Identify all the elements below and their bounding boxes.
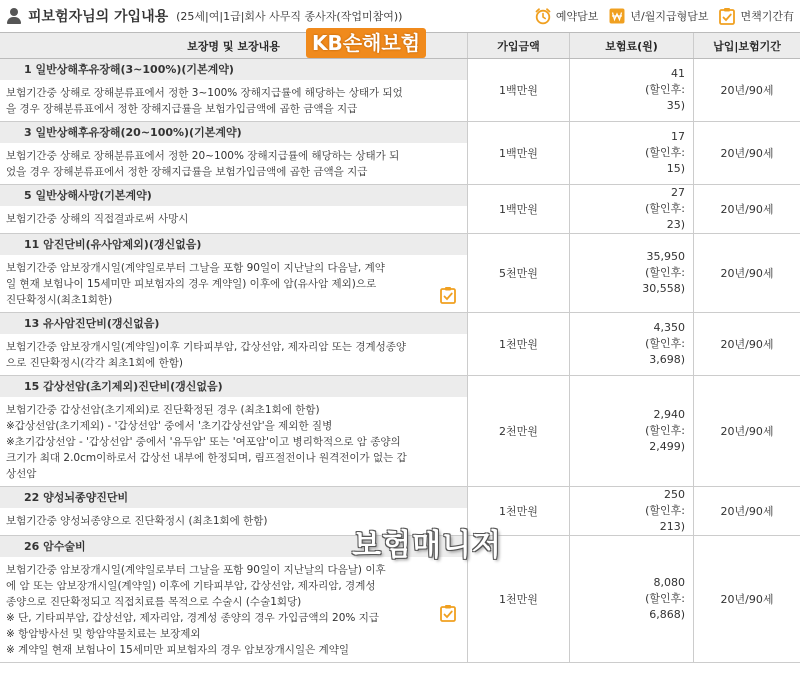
premium-line: (할인후: bbox=[645, 592, 685, 605]
coverage-description bbox=[0, 206, 467, 231]
coverage-cell bbox=[0, 376, 468, 486]
coverage-name: 26 암수술비 bbox=[0, 536, 467, 557]
table-row bbox=[0, 59, 800, 122]
coverage-description bbox=[0, 557, 467, 662]
insured-amount: 1백만원 bbox=[468, 185, 570, 233]
checklist-icon bbox=[718, 7, 736, 25]
premium bbox=[570, 376, 694, 486]
coverage-description bbox=[0, 143, 467, 184]
table-row bbox=[0, 122, 800, 185]
premium-line: 2,499) bbox=[649, 440, 685, 453]
premium-line: 3,698) bbox=[649, 353, 685, 366]
col-header-period: 납입|보험기간 bbox=[713, 39, 781, 53]
premium bbox=[570, 313, 694, 375]
checklist-icon bbox=[439, 604, 457, 622]
premium-line: 15) bbox=[666, 162, 685, 175]
coverage-description bbox=[0, 334, 467, 375]
payment-period: 20년/90세 bbox=[720, 267, 774, 280]
premium-line: (할인후: bbox=[645, 337, 685, 350]
coverage-cell bbox=[0, 234, 468, 312]
premium-line: 213) bbox=[659, 520, 685, 533]
premium-line: 250 bbox=[664, 488, 685, 501]
coverage-name: 22 양성뇌종양진단비 bbox=[0, 487, 467, 508]
description-line: 일 현재 보험나이 15세미만 피보험자의 경우 계약일) 이후에 암(유사암 제외)으로 bbox=[6, 278, 377, 290]
coverage-description bbox=[0, 397, 467, 486]
legend-item-annuity bbox=[608, 7, 708, 25]
table-row bbox=[0, 185, 800, 234]
premium-line: (할인후: bbox=[645, 504, 685, 517]
premium-line: 4,350 bbox=[653, 321, 685, 334]
premium bbox=[570, 487, 694, 535]
coverage-cell bbox=[0, 185, 468, 233]
description-line: ※초기갑상선암 - '갑상선암' 중에서 '유두암' 또는 '여포암'이고 병리학적으로 암 종양의 bbox=[6, 436, 401, 448]
legend-label: 면책기간有 bbox=[740, 10, 794, 23]
payment-period: 20년/90세 bbox=[720, 84, 774, 97]
page-title: 피보험자님의 가입내용 bbox=[28, 9, 169, 25]
description-line: 보험기간중 상해로 장해분류표에서 정한 3~100% 장해지급률에 해당하는 상태가 되었 bbox=[6, 87, 403, 99]
premium-line: 2,940 bbox=[653, 408, 685, 421]
premium-line: 17 bbox=[671, 130, 685, 143]
insured-amount: 1백만원 bbox=[468, 122, 570, 184]
coverage-name: 1 일반상해후유장해(3~100%)(기본계약) bbox=[0, 59, 467, 80]
description-line: ※ 항암방사선 및 항암약물치료는 보장제외 bbox=[6, 628, 201, 640]
person-icon bbox=[6, 8, 22, 24]
premium-line: 8,080 bbox=[653, 576, 685, 589]
coverage-name: 13 유사암진단비(갱신없음) bbox=[0, 313, 467, 334]
legend-label: 년/월지급형담보 bbox=[630, 10, 709, 23]
coverage-name: 15 갑상선암(초기제외)진단비(갱신없음) bbox=[0, 376, 467, 397]
description-line: 에 암 또는 암보장개시일(계약일) 이후에 기타피부암, 갑상선암, 제자리암, 경계성 bbox=[6, 580, 376, 592]
premium-line: 41 bbox=[671, 67, 685, 80]
description-line: 보험기간중 암보장개시일(계약일)이후 기타피부암, 갑상선암, 제자리암 또는 경계성종양 bbox=[6, 341, 407, 353]
coverage-table bbox=[0, 32, 800, 663]
description-line: 으로 진단확정시(각각 최초1회에 한함) bbox=[6, 357, 184, 369]
description-line: ※갑상선암(초기제외) - '갑상선암' 중에서 '초기갑상선암'을 제외한 질병 bbox=[6, 420, 333, 432]
legend-item-reserved bbox=[534, 7, 599, 25]
description-line: 었을 경우 장해분류표에서 정한 장해지급률을 보험가입금액에 곱한 금액을 지급 bbox=[6, 166, 368, 178]
coverage-cell bbox=[0, 313, 468, 375]
legend-item-exemption bbox=[718, 7, 794, 25]
payment-period: 20년/90세 bbox=[720, 338, 774, 351]
description-line: 보험기간중 상해로 장해분류표에서 정한 20~100% 장해지급률에 해당하는 상태가 되 bbox=[6, 150, 400, 162]
table-body bbox=[0, 59, 800, 663]
coverage-name: 3 일반상해후유장해(20~100%)(기본계약) bbox=[0, 122, 467, 143]
premium bbox=[570, 185, 694, 233]
description-line: 상선암 bbox=[6, 468, 37, 480]
alarm-clock-icon bbox=[534, 7, 552, 25]
coverage-description bbox=[0, 255, 467, 312]
insured-amount: 5천만원 bbox=[468, 234, 570, 312]
premium-line: 35) bbox=[666, 99, 685, 112]
premium-line: (할인후: bbox=[645, 424, 685, 437]
insured-amount: 1천만원 bbox=[468, 536, 570, 662]
description-line: 보험기간중 상해의 직접결과로써 사망시 bbox=[6, 213, 189, 225]
col-header-coverage: 보장명 및 보장내용 bbox=[0, 33, 468, 58]
coverage-name: 5 일반상해사망(기본계약) bbox=[0, 185, 467, 206]
premium-line: 23) bbox=[666, 218, 685, 231]
premium-line: (할인후: bbox=[645, 83, 685, 96]
description-line: 크기가 최대 2.0cm이하로서 갑상선 내부에 한정되며, 림프절전이나 원격전이가 없는 갑 bbox=[6, 452, 407, 464]
description-line: 을 경우 장해분류표에서 정한 장해지급률을 보험가입금액에 곱한 금액을 지급 bbox=[6, 103, 358, 115]
col-header-amount: 가입금액 bbox=[468, 33, 570, 58]
won-coin-icon bbox=[608, 7, 626, 25]
premium bbox=[570, 122, 694, 184]
description-line: 보험기간중 양성뇌종양으로 진단확정시 (최초1회에 한함) bbox=[6, 515, 268, 527]
checklist-icon bbox=[439, 286, 457, 304]
manager-watermark: 보험매니저 bbox=[352, 528, 502, 563]
legend-label: 예약담보 bbox=[555, 10, 599, 23]
payment-period: 20년/90세 bbox=[720, 203, 774, 216]
premium-line: 6,868) bbox=[649, 608, 685, 621]
description-line: 보험기간중 암보장개시일(계약일로부터 그날을 포함 90일이 지난날의 다음날) 이후 bbox=[6, 564, 386, 576]
premium bbox=[570, 536, 694, 662]
premium-line: 35,950 bbox=[646, 250, 685, 263]
insured-amount: 1천만원 bbox=[468, 313, 570, 375]
description-line: 보험기간중 암보장개시일(계약일로부터 그날을 포함 90일이 지난날의 다음날, 계약 bbox=[6, 262, 385, 274]
premium-line: 27 bbox=[671, 186, 685, 199]
premium-line: (할인후: bbox=[645, 146, 685, 159]
insured-amount: 1천만원 bbox=[468, 487, 570, 535]
table-row bbox=[0, 313, 800, 376]
description-line: ※ 계약일 현재 보험나이 15세미만 피보험자의 경우 암보장개시일은 계약일 bbox=[6, 644, 350, 656]
description-line: ※ 단, 기타피부암, 갑상선암, 제자리암, 경계성 종양의 경우 가입금액의 20% 지급 bbox=[6, 612, 380, 624]
premium-line: 30,558) bbox=[642, 282, 685, 295]
premium-line: (할인후: bbox=[645, 202, 685, 215]
table-row bbox=[0, 234, 800, 313]
premium bbox=[570, 234, 694, 312]
payment-period: 20년/90세 bbox=[720, 147, 774, 160]
legend bbox=[534, 7, 794, 25]
payment-period: 20년/90세 bbox=[720, 593, 774, 606]
brand-watermark: KB손해보험 bbox=[306, 28, 426, 58]
col-header-premium: 보험료(원) bbox=[570, 33, 694, 58]
description-line: 보험기간중 갑상선암(초기제외)로 진단확정된 경우 (최초1회에 한함) bbox=[6, 404, 320, 416]
coverage-name: 11 암진단비(유사암제외)(갱신없음) bbox=[0, 234, 467, 255]
table-row bbox=[0, 376, 800, 487]
premium-line: (할인후: bbox=[645, 266, 685, 279]
insured-amount: 1백만원 bbox=[468, 59, 570, 121]
insured-profile: (25세|여|1급|회사 사무직 종사자(작업미참여)) bbox=[176, 10, 403, 23]
coverage-cell bbox=[0, 59, 468, 121]
description-line: 진단확정시(최초1회한) bbox=[6, 294, 113, 306]
payment-period: 20년/90세 bbox=[720, 425, 774, 438]
coverage-cell bbox=[0, 122, 468, 184]
coverage-description bbox=[0, 80, 467, 121]
payment-period: 20년/90세 bbox=[720, 505, 774, 518]
description-line: 종양으로 진단확정되고 직접치료를 목적으로 수술시 (수술1회당) bbox=[6, 596, 302, 608]
insured-amount: 2천만원 bbox=[468, 376, 570, 486]
premium bbox=[570, 59, 694, 121]
